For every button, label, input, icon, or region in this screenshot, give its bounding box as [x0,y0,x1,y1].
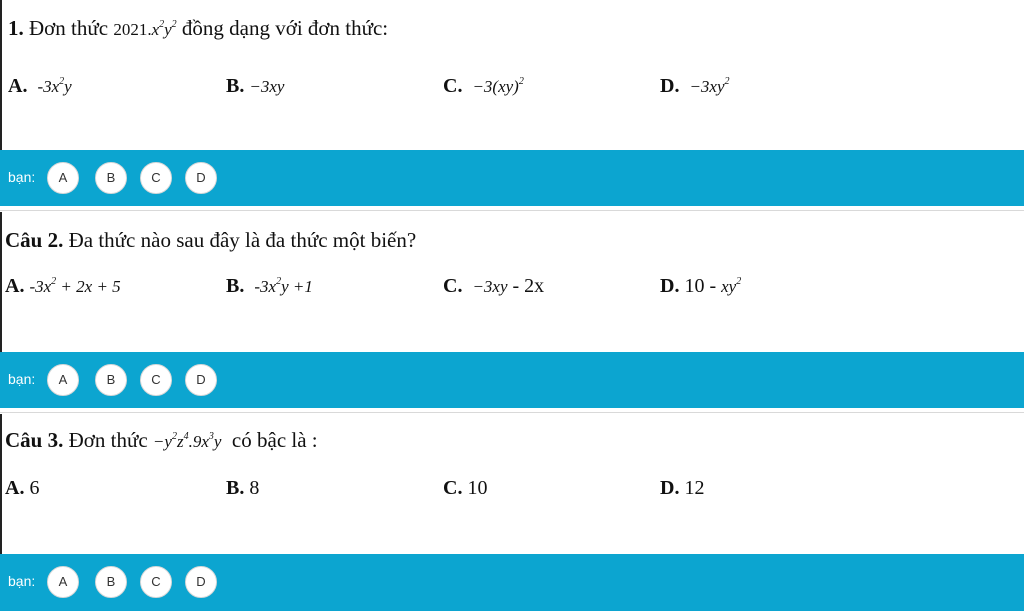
question-3-option-a: A. 6 [5,477,40,499]
question-3-option-c: C. 10 [443,477,488,499]
answer-bar-label: bạn: [8,169,36,185]
question-2-text [5,230,416,251]
answer-3-choice-a[interactable]: A [47,566,79,598]
answer-2-choice-b[interactable]: B [95,364,127,396]
question-1-expr: $x^2y^2$ [151,19,177,39]
question-2-option-b: B. $-3x^2y +1$ [226,275,313,297]
left-border [0,212,2,352]
question-1-text [8,18,388,39]
question-2-number: Câu 2. [5,228,64,252]
question-3-text-after: có bậc là : [231,428,318,452]
answer-1-choice-c[interactable]: C [140,162,172,194]
answer-bar-label: bạn: [8,371,36,387]
question-1-option-d: D. $-3xy^2$ [660,75,730,97]
answer-bar-label: bạn: [8,573,36,589]
question-1-option-a: A. $-3x^2y$ [8,75,72,97]
question-3-option-b: B. 8 [226,477,260,499]
answer-bar-3 [0,554,1024,611]
left-border [0,0,2,150]
answer-2-choice-c[interactable]: C [140,364,172,396]
question-2-option-a: A. $-3x^2 + 2x + 5$ [5,275,121,297]
question-3-option-d: D. 12 [660,477,705,499]
left-border [0,414,2,554]
divider [0,412,1024,413]
answer-2-choice-a[interactable]: A [47,364,79,396]
question-1-option-c: C. −3(xy)$^2$ [443,75,524,97]
question-1-coef: 2021. [113,20,152,39]
answer-1-choice-d[interactable]: D [185,162,217,194]
answer-1-choice-a[interactable]: A [47,162,79,194]
question-3-number: Câu 3. [5,428,64,452]
question-2-option-c: C. −3xy - 2x [443,275,545,297]
answer-bar-1 [0,150,1024,206]
answer-1-choice-b[interactable]: B [95,162,127,194]
question-3-expr: $-y^2z^4.9x^3y$ [152,431,222,451]
question-1-text-after: đồng dạng với đơn thức: [181,16,389,40]
answer-3-choice-d[interactable]: D [185,566,217,598]
question-1-number: 1. [8,16,24,40]
question-2-body: Đa thức nào sau đây là đa thức một biến? [68,228,417,252]
question-2-option-d: D. $10 - xy^2$ [660,275,742,297]
question-3-text [5,430,318,451]
answer-2-choice-d[interactable]: D [185,364,217,396]
answer-3-choice-c[interactable]: C [140,566,172,598]
question-1-option-b: B. −3xy [226,75,285,97]
divider [0,210,1024,211]
answer-bar-2 [0,352,1024,408]
question-3-text-before: Đơn thức [68,428,153,452]
answer-3-choice-b[interactable]: B [95,566,127,598]
question-1-text-before: Đơn thức [29,16,114,40]
